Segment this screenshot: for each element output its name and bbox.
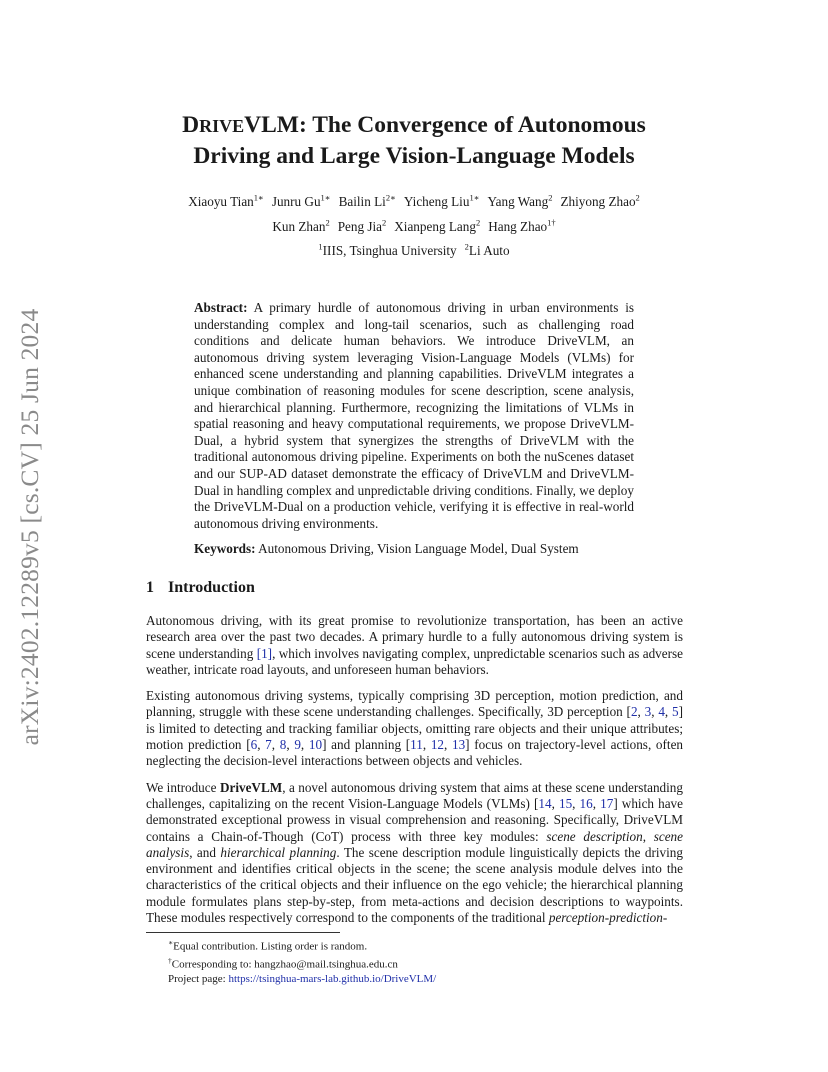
author-name bbox=[394, 219, 480, 234]
author-name bbox=[338, 219, 387, 234]
footnote-mark: ∗ bbox=[168, 938, 174, 947]
affiliation-name: IIIS, Tsinghua University bbox=[322, 243, 457, 259]
affiliation-mark: 2 bbox=[382, 217, 387, 228]
text-run: , bbox=[592, 795, 601, 811]
text-run: . The scene description module linguistically depicts the driving environment and identifies critical objects in the scene; the scene analysis module delves into the characteristics of the critical objects and their influence on the ego vehicle; the hierarchical planning module formulates plans step-by-step, from meta-actions and decision descriptions to waypoints. These modules respectively correspond to the components of the traditional bbox=[146, 844, 683, 926]
author-name bbox=[188, 194, 264, 209]
title-prefix-rive: RIVE bbox=[199, 116, 245, 136]
text-run: , bbox=[444, 737, 452, 753]
text-run: We introduce bbox=[146, 779, 220, 795]
affiliation-mark: 1∗ bbox=[320, 193, 331, 203]
citation-link[interactable]: 16 bbox=[579, 795, 593, 811]
keywords bbox=[194, 540, 634, 557]
author-text: Hang Zhao bbox=[488, 218, 548, 234]
italic-term: perception-prediction- bbox=[548, 910, 668, 926]
keywords-label: Keywords: bbox=[194, 541, 256, 556]
footnote-text: Equal contribution. Listing order is random. bbox=[173, 940, 368, 953]
italic-term: scene analysis bbox=[146, 828, 683, 860]
citation-link[interactable]: 4 bbox=[658, 704, 665, 720]
paragraph-1 bbox=[146, 613, 683, 678]
author-text: Yicheng Liu bbox=[403, 194, 470, 210]
section-number: 1 bbox=[146, 579, 154, 596]
citation-link[interactable]: 13 bbox=[451, 737, 466, 753]
arxiv-sidebar bbox=[10, 292, 50, 762]
author-text: Peng Jia bbox=[337, 218, 383, 234]
footnotes bbox=[146, 936, 683, 987]
title-rest-line-1: VLM: The Convergence of Autonomous bbox=[244, 112, 646, 138]
author-row-1 bbox=[100, 188, 728, 212]
text-run: , bbox=[664, 704, 673, 720]
author-row-2 bbox=[100, 212, 728, 236]
citation-link[interactable]: 7 bbox=[265, 737, 272, 753]
author-text: Yang Wang bbox=[487, 194, 549, 210]
text-run: , bbox=[271, 737, 280, 753]
title-line-1 bbox=[100, 110, 728, 141]
keywords-text: Autonomous Driving, Vision Language Model, Dual System bbox=[258, 541, 579, 556]
citation-link[interactable]: 3 bbox=[644, 704, 652, 720]
citation-link[interactable]: 10 bbox=[308, 737, 323, 753]
affiliation-mark: 1 bbox=[318, 241, 323, 252]
paper-title bbox=[100, 110, 728, 171]
abstract bbox=[194, 300, 634, 532]
text-run: , bbox=[300, 737, 309, 753]
affiliation-mark: 2 bbox=[475, 217, 481, 228]
citation-link[interactable]: 5 bbox=[672, 704, 679, 720]
footnote-text: Corresponding to: hangzhao@mail.tsinghua.edu.cn bbox=[171, 958, 398, 971]
section-heading bbox=[146, 578, 255, 598]
author-text: Junru Gu bbox=[271, 194, 321, 210]
footnote-project-page bbox=[146, 972, 683, 986]
title-prefix-d: D bbox=[182, 112, 200, 138]
text-run: ] which have demonstrated exceptional prowess in visual comprehension and reasoning. Specifically, DriveVLM contains a Chain-of-Though (CoT) process with three key modules: bbox=[146, 795, 684, 844]
author-name bbox=[272, 219, 329, 234]
author-name bbox=[272, 194, 331, 209]
citation-link[interactable]: 12 bbox=[430, 737, 444, 753]
paragraph-2 bbox=[146, 688, 683, 769]
text-run: , bbox=[572, 795, 580, 811]
citation-link[interactable]: 2 bbox=[630, 704, 638, 720]
affiliation-mark: 2 bbox=[635, 193, 640, 203]
affiliation-mark: 1∗ bbox=[469, 193, 480, 203]
footnote-mark: † bbox=[168, 956, 172, 966]
introduction-body bbox=[146, 613, 683, 936]
citation-link[interactable]: 8 bbox=[279, 737, 287, 753]
affiliation-mark: 2 bbox=[464, 241, 469, 252]
footnote-text: Project page: bbox=[168, 973, 229, 986]
author-name bbox=[560, 194, 639, 209]
citation-link[interactable]: [1] bbox=[256, 645, 273, 661]
citation-link[interactable]: 9 bbox=[294, 737, 301, 753]
author-text: Xiaoyu Tian bbox=[188, 194, 254, 210]
text-run: , and bbox=[189, 844, 221, 860]
citation-link[interactable]: 11 bbox=[410, 737, 423, 753]
citation-link[interactable]: 17 bbox=[600, 795, 614, 811]
footnote-divider bbox=[146, 932, 340, 933]
author-name bbox=[487, 194, 552, 209]
affiliation-row bbox=[100, 237, 728, 261]
text-run: , which involves navigating complex, unpredictable scenarios such as adverse weather, intricate road layouts, and unforeseen human behaviors. bbox=[146, 645, 683, 677]
affiliation-name: Li Auto bbox=[468, 243, 510, 259]
text-run: , a novel autonomous driving system that aims at these scene understanding challenges, capitalizing on the recent Vision-Language Models (VLMs) [ bbox=[146, 779, 683, 811]
citation-link[interactable]: 14 bbox=[538, 795, 552, 811]
text-run: , bbox=[286, 737, 295, 753]
author-block bbox=[100, 188, 728, 261]
text-run: , bbox=[642, 828, 654, 844]
citation-link[interactable]: 6 bbox=[250, 737, 258, 753]
author-name bbox=[488, 219, 555, 234]
text-run: , bbox=[551, 795, 559, 811]
author-text: Xianpeng Lang bbox=[394, 218, 476, 234]
affiliation-mark: 2 bbox=[548, 193, 553, 203]
text-run: ] and planning [ bbox=[322, 737, 411, 753]
paragraph-3 bbox=[146, 780, 683, 927]
text-run: , bbox=[257, 737, 266, 753]
arxiv-identifier: arXiv:2402.12289v5 [cs.CV] 25 Jun 2024 bbox=[15, 308, 44, 746]
citation-link[interactable]: 15 bbox=[558, 795, 573, 811]
author-text: Bailin Li bbox=[338, 194, 386, 210]
footnote-equal-contribution bbox=[146, 936, 683, 954]
abstract-text: A primary hurdle of autonomous driving in urban environments is understanding complex and long-tail scenarios, such as challenging road conditions and delicate human behaviors. We introduce DriveVLM, an autonomous driving system leveraging Vision-Language Models (VLMs) for enhanced scene understanding and planning capabilities. DriveVLM integrates a unique combination of reasoning modules for scene description, scene analysis, and hierarchical planning. Furthermore, recognizing the limitations of VLMs in spatial reasoning and heavy computational requirements, we propose DriveVLM-Dual, a hybrid system that synergizes the strengths of DriveVLM with the traditional autonomous driving pipeline. Experiments on both the nuScenes dataset and our SUP-AD dataset demonstrate the efficacy of DriveVLM and DriveVLM-Dual in handling complex and unpredictable driving conditions. Finally, we deploy the DriveVLM-Dual on a production vehicle, verifying it is effective in real-world autonomous driving environments. bbox=[194, 300, 634, 531]
bold-term: DriveVLM bbox=[219, 779, 283, 795]
author-text: Zhiyong Zhao bbox=[560, 194, 636, 210]
author-name bbox=[339, 194, 396, 209]
affiliation-mark: 2∗ bbox=[385, 193, 396, 203]
affiliation-mark: 1† bbox=[547, 217, 556, 228]
text-run: Existing autonomous driving systems, typically comprising 3D perception, motion prediction, and planning, struggle with these scene understanding challenges. Specifically, 3D perception [ bbox=[146, 688, 683, 720]
italic-term: hierarchical planning bbox=[220, 844, 337, 860]
affiliation-mark: 2 bbox=[325, 217, 330, 228]
abstract-label: Abstract: bbox=[194, 300, 248, 315]
author-name bbox=[404, 194, 480, 209]
project-page-link[interactable]: https://tsinghua-mars-lab.github.io/DriveVLM/ bbox=[228, 973, 437, 986]
text-run: , bbox=[637, 704, 645, 720]
footnote-corresponding bbox=[146, 954, 683, 972]
affiliation bbox=[465, 243, 510, 258]
text-run: Autonomous driving, with its great promise to revolutionize transportation, has been an active research area over the past two decades. A primary hurdle to a fully autonomous driving system is scene understanding bbox=[146, 613, 683, 661]
italic-term: scene description bbox=[546, 828, 643, 844]
affiliation-mark: 1∗ bbox=[253, 193, 264, 203]
affiliation bbox=[318, 243, 456, 258]
text-run: , bbox=[651, 704, 659, 720]
text-run: ] focus on trajectory-level actions, often neglecting the decision-level interactions between objects and vehicles. bbox=[146, 737, 684, 769]
title-line-2: Driving and Large Vision-Language Models bbox=[193, 143, 635, 169]
text-run: , bbox=[422, 737, 431, 753]
author-text: Kun Zhan bbox=[272, 218, 326, 234]
section-title: Introduction bbox=[168, 579, 255, 596]
text-run: ] is limited to detecting and tracking familiar objects, omitting rare objects and their unique attributes; motion prediction [ bbox=[146, 704, 684, 753]
